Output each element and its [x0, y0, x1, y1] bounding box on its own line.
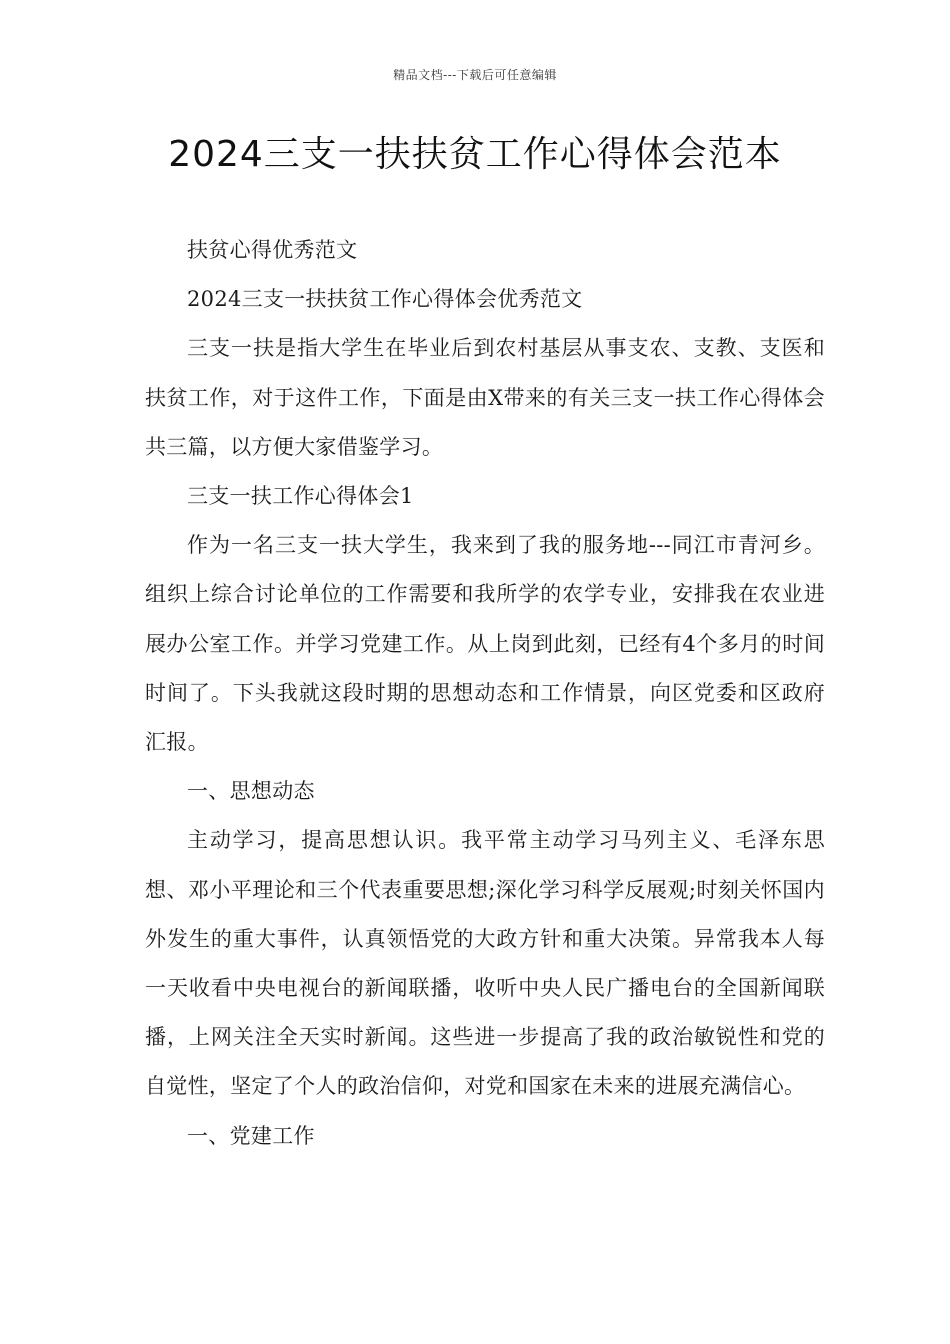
subsection-heading-thought: 一、思想动态 — [187, 779, 315, 804]
header-note: 精品文档---下载后可任意编辑 — [393, 68, 557, 82]
section-heading-1: 三支一扶工作心得体会1 — [187, 484, 414, 509]
paragraph-subtitle: 扶贫心得优秀范文 — [187, 238, 358, 262]
document-body — [145, 226, 825, 1161]
paragraph-study: 主动学习，提高思想认识。我平常主动学习马列主义、毛泽东思想、邓小平理论和三个代表重要思想;深化学习科学反展观;时刻关怀国内外发生的重大事件，认真领悟党的大政方针和重大决策。异常我本人每一天收看中央电视台的新闻联播，收听中央人民广播电台的全国新闻联播，上网关注全天实时新闻。这些进一步提高了我的政治敏锐性和党的自觉性，坚定了个人的政治信仰，对党和国家在未来的进展充满信心。 — [145, 828, 825, 1099]
subsection-heading-party: 一、党建工作 — [187, 1123, 315, 1148]
paragraph-service: 作为一名三支一扶大学生，我来到了我的服务地---同江市青河乡。组织上综合讨论单位的工作需要和我所学的农学专业，安排我在农业进展办公室工作。并学习党建工作。从上岗到此刻，已经有4个多月的时间时间了。下头我就这段时期的思想动态和工作情景，向区党委和区政府汇报。 — [145, 533, 825, 755]
paragraph-heading: 2024三支一扶扶贫工作心得体会优秀范文 — [187, 287, 583, 312]
paragraph-intro: 三支一扶是指大学生在毕业后到农村基层从事支农、支教、支医和扶贫工作，对于这件工作，下面是由X带来的有关三支一扶工作心得体会共三篇，以方便大家借鉴学习。 — [145, 336, 825, 459]
document-title: 2024三支一扶扶贫工作心得体会范本 — [168, 134, 782, 175]
